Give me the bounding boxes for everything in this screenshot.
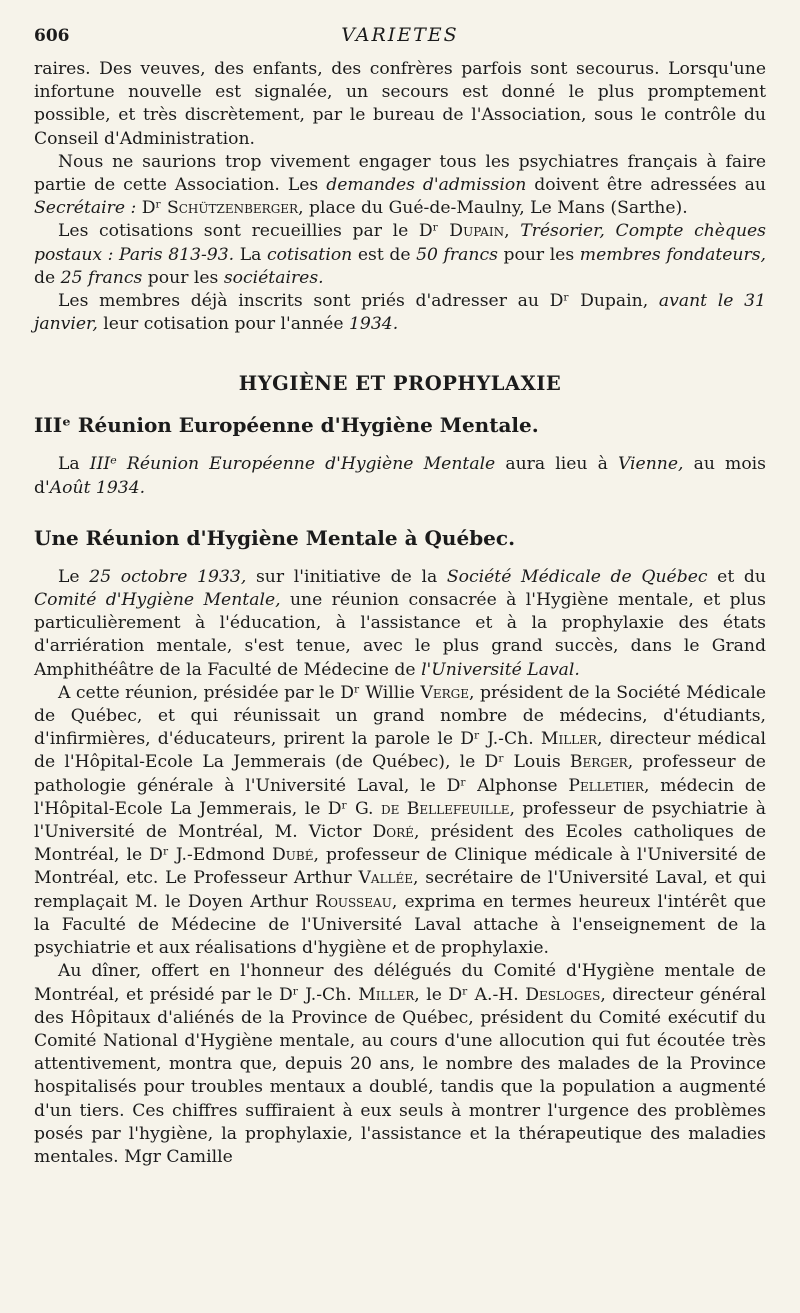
text: et du xyxy=(707,566,767,587)
text-italic: Vienne, xyxy=(617,454,684,475)
text: pour les xyxy=(497,244,580,265)
person-name: Dupain xyxy=(449,221,505,242)
text: , directeur médical de l'Hôpital-Ecole La Jemmerais (de Québec), le Dʳ Louis xyxy=(34,729,766,773)
text: une réunion consacrée à l'Hygiène mentale, et plus particulièrement à l'éducation, à l'assistance et à la prophylaxie des états d'arriération mentale, s'est tenue, avec le plus grand succès, dans le Grand Amphithéâtre de la Faculté de Médecine de xyxy=(34,590,766,680)
text: aura lieu à xyxy=(495,454,618,475)
intro-paragraph-1 xyxy=(34,58,766,151)
person-name: Miller xyxy=(358,984,415,1005)
text: , place du Gué-de-Maulny, Le Mans (Sarthe). xyxy=(298,198,688,219)
text: La xyxy=(58,454,90,475)
text-italic: avant le 31 janvier, xyxy=(34,291,766,335)
section-title: HYGIÈNE ET PROPHYLAXIE xyxy=(238,372,562,396)
text-italic: IIIᵉ Réunion Européenne d'Hygiène Mentale xyxy=(89,454,496,475)
text: , professeur de psychiatrie à l'Université de Montréal, M. Victor xyxy=(34,798,767,843)
text: A cette réunion, présidée par le Dʳ Willie xyxy=(58,682,421,703)
text-italic: 25 octobre 1933, xyxy=(89,566,247,587)
article-paragraph-2 xyxy=(34,682,766,960)
text-italic: 1934. xyxy=(348,314,399,335)
text: doivent être adressées au xyxy=(526,175,766,196)
text: Dʳ xyxy=(136,198,167,219)
text: Le xyxy=(58,566,90,587)
person-name: Schützenberger xyxy=(166,198,299,219)
text: , professeur de Clinique médicale à l'Université de Montréal, etc. Le Professeur Arthur xyxy=(34,845,766,889)
text: Nous ne saurions trop vivement engager tous les psychiatres français à faire partie de cette Association. Les xyxy=(34,151,766,196)
text-italic: l'Université Laval. xyxy=(421,659,580,680)
text-italic: Comité d'Hygiène Mentale, xyxy=(34,590,281,611)
text-italic: membres fondateurs, xyxy=(579,244,767,265)
text-italic: Secrétaire : xyxy=(34,198,137,219)
text-italic: 50 francs xyxy=(416,244,498,265)
intro-paragraph-2 xyxy=(34,151,766,221)
text: est de xyxy=(352,244,417,265)
text: , directeur général des Hôpitaux d'aliénés de la Province de Québec, président du Comité exécutif du Comité National d'Hygiène mentale, au cours d'une allocution qui fut écoutée très attentivement, montra que, depuis 20 ans, le nombre des malades de la Province hospitalisés pour troubles mentaux a doublé, tandis que la population a augmenté d'un tiers. Ces chiffres suffiraient à eux seuls à montrer l'urgence des problèmes posés par l'hygiène, la prophylaxie, l'assistance et la thérapeutique des maladies mentales. Mgr Camille xyxy=(34,984,766,1167)
article-paragraph xyxy=(34,453,766,499)
running-title: VARIETES xyxy=(341,24,459,46)
page-number: 606 xyxy=(34,26,70,46)
article-european-meeting xyxy=(34,413,766,499)
article-paragraph-1 xyxy=(34,566,766,682)
text-italic: 25 francs xyxy=(60,267,143,288)
text: , président des Ecoles catholiques de Montréal, le Dʳ J.-Edmond xyxy=(34,822,766,866)
person-name: Vallée xyxy=(358,868,414,889)
text: pour les xyxy=(142,267,224,288)
person-name: Miller xyxy=(540,729,597,750)
text: , le Dʳ A.-H. xyxy=(414,984,526,1005)
text: , xyxy=(504,221,521,242)
text: La xyxy=(234,244,267,265)
article-quebec-meeting xyxy=(34,526,766,1169)
running-header xyxy=(34,22,766,52)
text: raires. Des veuves, des enfants, des confrères parfois sont secourus. Lorsqu'une infortune nouvelle est signalée, un secours est donné le plus promptement possible, et très discrètement, par le bureau de l'Association, sous le contrôle du Conseil d'Administration. xyxy=(34,59,766,149)
text-italic: Société Médicale de Québec xyxy=(446,566,708,587)
text: Les cotisations sont recueillies par le Dʳ xyxy=(58,221,450,242)
person-name: Berger xyxy=(569,752,628,773)
person-name: Dubé xyxy=(272,845,314,866)
text-italic: demandes d'admission xyxy=(326,175,527,196)
text: , exprima en termes heureux l'intérêt que la Faculté de Médecine de l'Université Laval attache à l'enseignement de la psychiatrie et aux réalisations d'hygiène et de prophylaxie. xyxy=(34,891,766,959)
article-paragraph-3 xyxy=(34,960,766,1169)
text: Les membres déjà inscrits sont priés d'adresser au Dʳ Dupain, xyxy=(58,291,659,312)
text-italic: cotisation xyxy=(266,244,353,265)
text: , secrétaire de l'Université Laval, et qui remplaçait M. le Doyen Arthur xyxy=(34,868,766,912)
article-heading: IIIᵉ Réunion Européenne d'Hygiène Mentale. xyxy=(34,413,539,438)
text: Au dîner, offert en l'honneur des délégués du Comité d'Hygiène mentale de Montréal, et présidé par le Dʳ J.-Ch. xyxy=(34,961,766,1005)
text: , médecin de l'Hôpital-Ecole La Jemmerais, le Dʳ G. xyxy=(34,775,766,819)
text-italic: Août 1934. xyxy=(49,477,146,498)
text: sur l'initiative de la xyxy=(246,566,447,587)
text: leur cotisation pour l'année xyxy=(97,314,349,335)
intro-section xyxy=(34,58,766,336)
person-name: Desloges xyxy=(525,984,601,1005)
text-italic: Trésorier, Compte chèques postaux : Paris 813-93. xyxy=(34,221,767,265)
article-heading: Une Réunion d'Hygiène Mentale à Québec. xyxy=(34,525,516,550)
intro-paragraph-4 xyxy=(34,290,766,336)
person-name: Pelletier xyxy=(568,775,644,796)
text: au mois d' xyxy=(34,454,766,498)
text: , professeur de pathologie générale à l'Université Laval, le Dʳ Alphonse xyxy=(34,752,766,796)
person-name: de Bellefeuille xyxy=(380,798,510,819)
text-italic: sociétaires. xyxy=(223,267,324,288)
intro-paragraph-3 xyxy=(34,220,766,290)
text: , président de la Société Médicale de Québec, et qui réunissait un grand nombre de médecins, d'étudiants, d'infirmières, d'éducateurs, prirent la parole le Dʳ J.-Ch. xyxy=(34,682,766,750)
text: de xyxy=(34,267,61,288)
person-name: Verge xyxy=(420,682,470,703)
person-name: Rousseau xyxy=(315,891,392,912)
person-name: Doré xyxy=(372,822,414,843)
